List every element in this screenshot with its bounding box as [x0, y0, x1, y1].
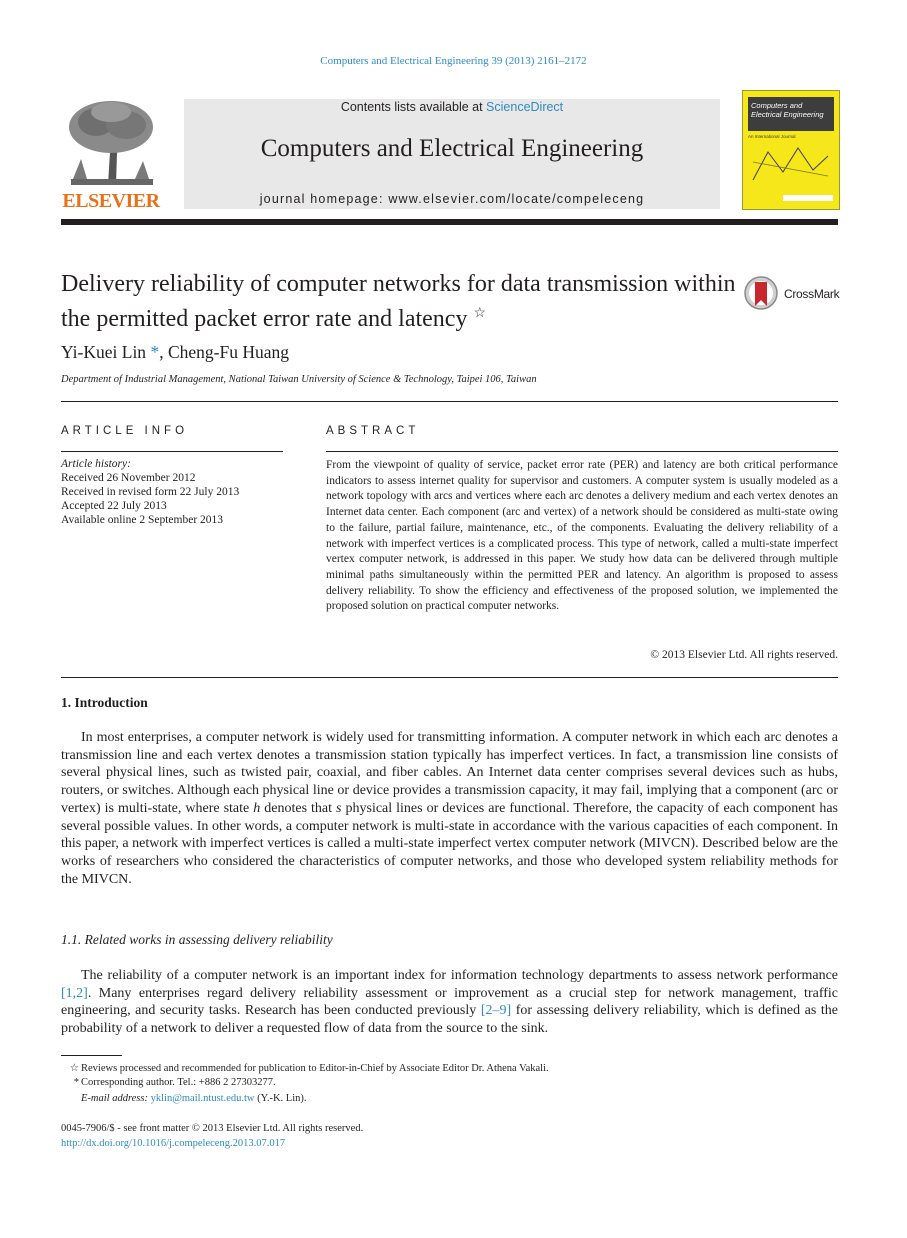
history-online: Available online 2 September 2013: [61, 514, 224, 526]
journal-cover-thumbnail[interactable]: [742, 90, 840, 210]
p2-part-a: The reliability of a computer network is an important index for information technology departments to assess network performance: [81, 968, 838, 983]
affiliation-rule: [61, 401, 838, 402]
footnote-asterisk-mark: *: [73, 1077, 79, 1088]
footnote-email: [61, 1092, 307, 1105]
journal-title: Computers and Electrical Engineering: [260, 135, 644, 162]
cover-header-band: [748, 97, 834, 131]
cover-graphic: [748, 142, 834, 182]
p2-part-b: . Many enterprises regard delivery reliability assessment or improvement as a crucial step for network management, traffic engineering, and security tasks. Research has been conducted previously: [61, 985, 838, 1019]
affiliation: Department of Industrial Management, National Taiwan University of Science & Technology, Taipei 106, Taiwan: [61, 374, 537, 385]
doi-link[interactable]: http://dx.doi.org/10.1016/j.compeleceng.2013.07.017: [61, 1138, 286, 1149]
abstract-heading: ABSTRACT: [326, 425, 420, 437]
crossmark-badge[interactable]: [744, 276, 839, 312]
article-history: [61, 457, 239, 527]
p1-var-h: h: [253, 800, 261, 816]
elsevier-wordmark: ELSEVIER: [62, 190, 160, 212]
homepage-url[interactable]: www.elsevier.com/locate/compeleceng: [388, 192, 645, 206]
history-accepted: Accepted 22 July 2013: [61, 500, 167, 512]
issn-line: 0045-7906/$ - see front matter © 2013 Elsevier Ltd. All rights reserved.: [61, 1123, 364, 1134]
p1-part-b: denotes that: [260, 800, 337, 816]
citation-2-9[interactable]: [2–9]: [480, 1003, 512, 1019]
cover-title: Computers and Electrical Engineering: [751, 101, 824, 119]
section-1-heading: 1. Introduction: [61, 695, 148, 710]
article-info-rule: [61, 451, 283, 452]
journal-homepage: [184, 192, 720, 206]
author-separator: ,: [159, 342, 168, 362]
article-title-text: Delivery reliability of computer networks for data transmission within the permitted packet error rate and latency: [61, 271, 736, 332]
author-2: Cheng-Fu Huang: [167, 342, 289, 362]
history-received: Received 26 November 2012: [61, 472, 196, 484]
p2-part-c: for assessing delivery reliability, which is defined as the probability of a network to deliver a requested flow of data from the source to the sink.: [61, 1003, 838, 1037]
corresponding-author-mark[interactable]: *: [150, 342, 160, 362]
article-info-heading: ARTICLE INFO: [61, 425, 189, 437]
intro-paragraph: [61, 729, 838, 888]
footnote-rule: [61, 1055, 122, 1056]
author-list: [61, 342, 289, 363]
abstract-text: From the viewpoint of quality of service, packet error rate (PER) and latency are both critical performance indicators to assess internet quality for supervisor and customers. A computer system is usually modeled as a network topology with arcs and vertices where each arc denotes a delivery medium and each vertex denotes an Internet data center. Each component (arc and vertex) of a network should be considered as multi-state owing to the failure, partial failure, maintenance, etc., of the components. Evaluating the delivery reliability of a network with imperfect vertices is a complicated process. This type of network, called a multi-state imperfect vertex computer network, is addressed in this paper. We study how data can be delivered through multiple minimal paths simultaneously within the permitted PER and latency. An algorithm is proposed to assess delivery reliability. To show the efficiency and effectiveness of the proposed solution, we implemented the proposed solution on practical computer networks.: [326, 459, 838, 613]
footnote-review: [61, 1062, 549, 1075]
section-1-1-heading: 1.1. Related works in assessing delivery reliability: [61, 932, 333, 947]
cover-subtitle: An International Journal: [748, 134, 796, 139]
abstract-rule: [326, 451, 838, 452]
footnote-star-mark: ☆: [69, 1063, 79, 1074]
email-tail: (Y.-K. Lin).: [254, 1093, 307, 1104]
author-1: Yi-Kuei Lin: [61, 342, 147, 362]
p1-var-s: s: [336, 800, 342, 816]
footnote-corresponding: [61, 1076, 276, 1089]
abstract-bottom-rule: [61, 677, 838, 678]
p1-part-a: In most enterprises, a computer network is widely used for transmitting information. A computer network in which each arc denotes a transmission line and each vertex denotes a transmission station typically has imperfect vertices. In fact, a transmission line consists of several physical lines, such as twisted pair, coaxial, and fiber cables. An Internet data center comprises several devices such as hubs, routers, or switches. Although each physical line or device provides a transmission capacity, it may fail, implying that a component (arc or vertex) is multi-state, where state: [61, 730, 838, 816]
contents-prefix: Contents lists available at: [340, 100, 487, 114]
footnote-corresponding-text: Corresponding author. Tel.: +886 2 27303277.: [81, 1077, 276, 1088]
sciencedirect-link[interactable]: ScienceDirect: [486, 100, 564, 114]
history-label: Article history:: [61, 458, 131, 470]
p1-part-c: physical lines or devices are functional. Therefore, the capacity of each component has several possible values. In other words, a computer network is multi-state in accordance with the various capacities of each component. In this paper, a network with imperfect vertices is called a multi-state imperfect vertex computer network (MIVCN). Described below are the works of researchers who considered the characteristics of computer networks, and those who developed system reliability methods for the MIVCN.: [61, 800, 838, 887]
footnote-review-text: Reviews processed and recommended for publication to Editor-in-Chief by Associate Editor Dr. Athena Vakali.: [81, 1063, 549, 1074]
contents-line: [184, 100, 720, 114]
header-rule: [61, 219, 838, 225]
homepage-prefix: journal homepage:: [259, 192, 389, 206]
citation-1-2[interactable]: [1,2]: [61, 985, 88, 1001]
running-head[interactable]: Computers and Electrical Engineering 39 (2013) 2161–2172: [320, 55, 587, 67]
crossmark-icon: [744, 276, 780, 312]
abstract-copyright: © 2013 Elsevier Ltd. All rights reserved.: [650, 649, 838, 661]
article-title: [61, 270, 741, 334]
email-label: E-mail address:: [81, 1093, 148, 1104]
history-revised: Received in revised form 22 July 2013: [61, 486, 240, 498]
related-works-paragraph: [61, 967, 838, 1038]
cover-footer-label: [783, 195, 833, 201]
email-link[interactable]: yklin@mail.ntust.edu.tw: [150, 1093, 255, 1104]
title-footnote-mark[interactable]: ☆: [473, 306, 487, 321]
crossmark-label: CrossMark: [784, 287, 840, 301]
